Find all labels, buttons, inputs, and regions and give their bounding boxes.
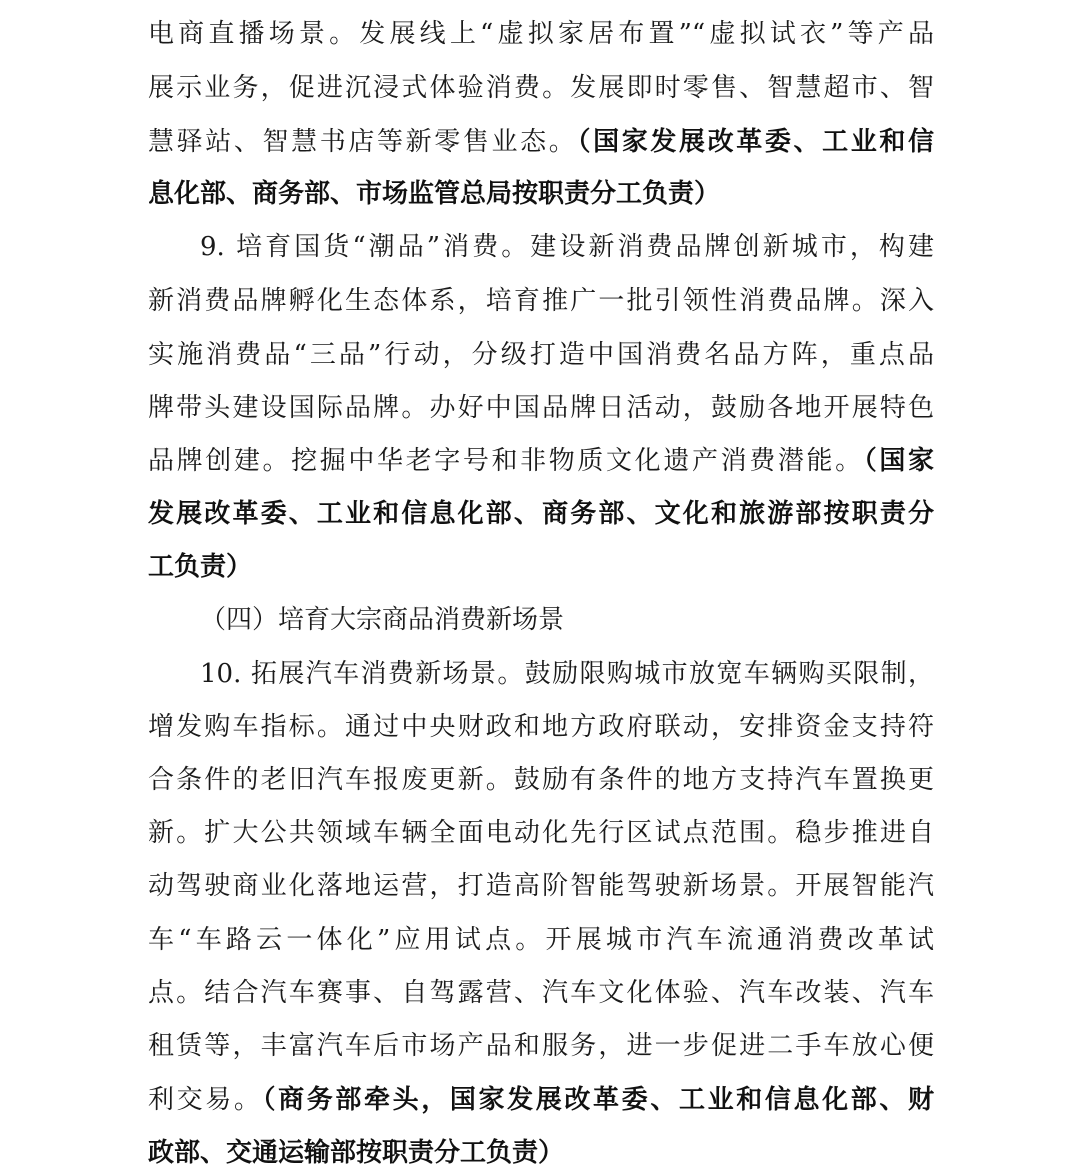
text-line (148, 758, 934, 802)
bold-text-segment: 息化部、商务部、市场监管总局按职责分工负责） (148, 179, 721, 209)
text-line (148, 971, 934, 1015)
text-segment: 9. 培育国货“潮品”消费。 (200, 232, 531, 262)
text-line (148, 120, 934, 164)
text-segment: 利交易。 (148, 1085, 263, 1115)
bold-text-segment: （国家 (863, 446, 934, 476)
text-line (148, 172, 934, 216)
text-segment: 10. 拓展汽车消费新场景。 (200, 659, 525, 689)
text-line (148, 918, 934, 962)
text-line (148, 386, 934, 430)
text-segment: 建设新消费品牌创新城市，构建 (530, 232, 934, 262)
text-line (148, 1131, 934, 1164)
text-line (148, 1078, 934, 1122)
text-segment: 鼓励限购城市放宽车辆购买限制， (524, 659, 934, 689)
text-segment: 品牌创建。挖掘中华老字号和非物质文化遗产消费潜能。 (148, 446, 864, 476)
bold-text-segment: 发展改革委、工业和信息化部、商务部、文化和旅游部按职责分 (148, 499, 934, 529)
text-line (148, 811, 934, 855)
text-segment: 实施消费品“三品”行动，分级打造中国消费名品方阵，重点品 (148, 340, 934, 370)
text-line (148, 439, 934, 483)
text-line (148, 12, 934, 56)
text-segment: 动驾驶商业化落地运营，打造高阶智能驾驶新场景。开展智能汽 (148, 871, 934, 901)
text-segment: 展示业务，促进沉浸式体验消费。发展即时零售、智慧超市、智 (148, 73, 934, 103)
text-segment: 点。结合汽车赛事、自驾露营、汽车文化体验、汽车改装、汽车 (148, 978, 934, 1008)
text-line (148, 279, 934, 323)
text-segment: 租赁等，丰富汽车后市场产品和服务，进一步促进二手车放心便 (148, 1031, 934, 1061)
text-segment: 新消费品牌孵化生态体系，培育推广一批引领性消费品牌。深入 (148, 286, 934, 316)
item-heading-line (200, 225, 934, 269)
text-line (148, 1024, 934, 1068)
text-segment: 车“车路云一体化”应用试点。开展城市汽车流通消费改革试 (148, 925, 934, 955)
bold-text-segment: （国家发展改革委、工业和信 (577, 127, 934, 157)
text-line (148, 545, 934, 589)
text-line (148, 705, 934, 749)
item-heading-line (200, 652, 934, 696)
text-line (148, 492, 934, 536)
text-segment: 牌带头建设国际品牌。办好中国品牌日活动，鼓励各地开展特色 (148, 393, 934, 423)
text-segment: 慧驿站、智慧书店等新零售业态。 (148, 127, 578, 157)
text-segment: （四）培育大宗商品消费新场景 (200, 605, 565, 635)
bold-text-segment: 工负责） (148, 552, 253, 582)
text-segment: 电商直播场景。发展线上“虚拟家居布置”“虚拟试衣”等产品 (148, 19, 934, 49)
text-segment: 增发购车指标。通过中央财政和地方政府联动，安排资金支持符 (148, 712, 934, 742)
bold-text-segment: （商务部牵头，国家发展改革委、工业和信息化部、财 (262, 1085, 934, 1115)
section-heading (200, 598, 934, 642)
text-segment: 合条件的老旧汽车报废更新。鼓励有条件的地方支持汽车置换更 (148, 765, 934, 795)
text-line (148, 333, 934, 377)
text-line (148, 864, 934, 908)
text-line (148, 66, 934, 110)
text-segment: 新。扩大公共领域车辆全面电动化先行区试点范围。稳步推进自 (148, 818, 934, 848)
bold-text-segment: 政部、交通运输部按职责分工负责） (148, 1138, 565, 1164)
